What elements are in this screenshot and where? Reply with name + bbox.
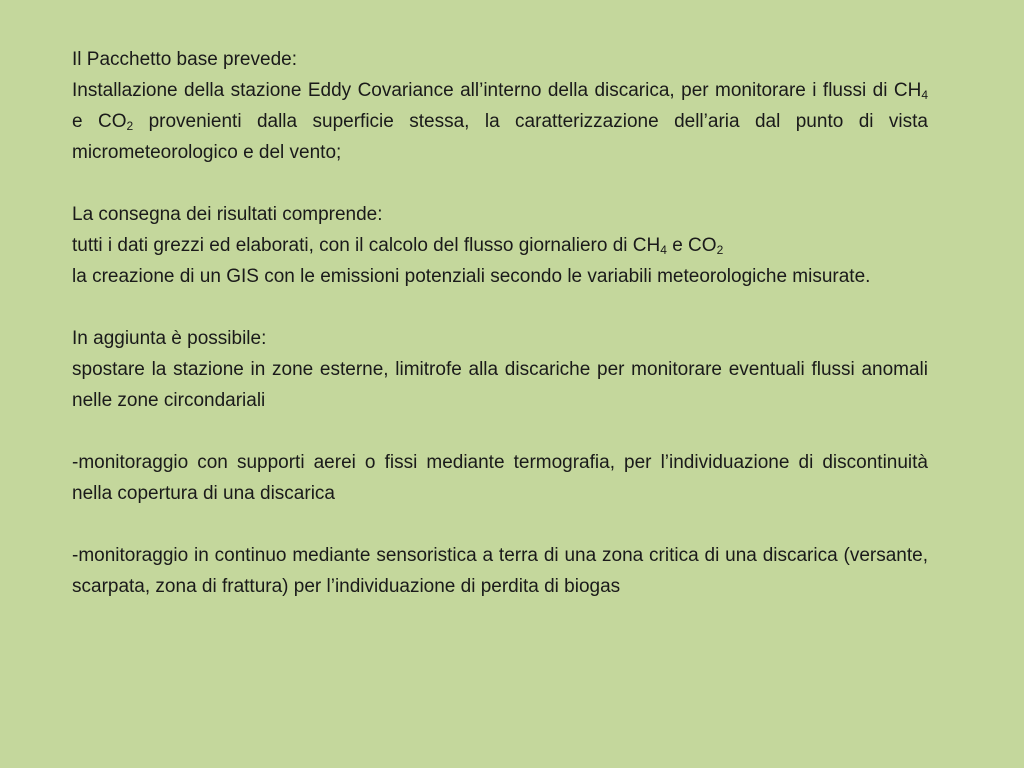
spacer bbox=[72, 509, 928, 540]
base-text-part2: e CO bbox=[72, 111, 127, 132]
base-paragraph bbox=[72, 75, 928, 168]
co2-subscript: 2 bbox=[126, 119, 134, 133]
spacer bbox=[72, 168, 928, 199]
extra-item-sensors: -monitoraggio in continuo mediante sensoristica a terra di una zona critica di una discarica (versante, scarpata, zona di frattura) per l’individuazione di perdita di biogas bbox=[72, 545, 928, 597]
base-text-part3: provenienti dalla superficie stessa, la caratterizzazione dell’aria dal punto di vista micrometeorologico e del vento; bbox=[72, 111, 928, 163]
results-item-gis: la creazione di un GIS con le emissioni potenziali secondo le variabili meteorologiche misurate. bbox=[72, 266, 871, 287]
spacer bbox=[72, 292, 928, 323]
extra-heading: In aggiunta è possibile: bbox=[72, 328, 267, 349]
results-co2-subscript: 2 bbox=[716, 243, 724, 257]
spacer bbox=[72, 416, 928, 447]
results-heading: La consegna dei risultati comprende: bbox=[72, 204, 383, 225]
results-item1-part1: tutti i dati grezzi ed elaborati, con il calcolo del flusso giornaliero di CH bbox=[72, 235, 661, 256]
base-heading: Il Pacchetto base prevede: bbox=[72, 49, 297, 70]
results-item1-part2: e CO bbox=[666, 235, 717, 256]
extra-item-thermography: -monitoraggio con supporti aerei o fissi mediante termografia, per l’individuazione di discontinuità nella copertura di una discarica bbox=[72, 452, 928, 504]
extra-item-station: spostare la stazione in zone esterne, limitrofe alla discariche per monitorare eventuali flussi anomali nelle zone circondariali bbox=[72, 359, 928, 411]
results-ch4-subscript: 4 bbox=[660, 243, 667, 257]
results-item-data bbox=[72, 230, 928, 261]
base-text-part1: Installazione della stazione Eddy Covariance all’interno della discarica, per monitorare i flussi di CH bbox=[72, 80, 922, 101]
slide-body bbox=[72, 44, 928, 602]
ch4-subscript: 4 bbox=[921, 88, 928, 102]
